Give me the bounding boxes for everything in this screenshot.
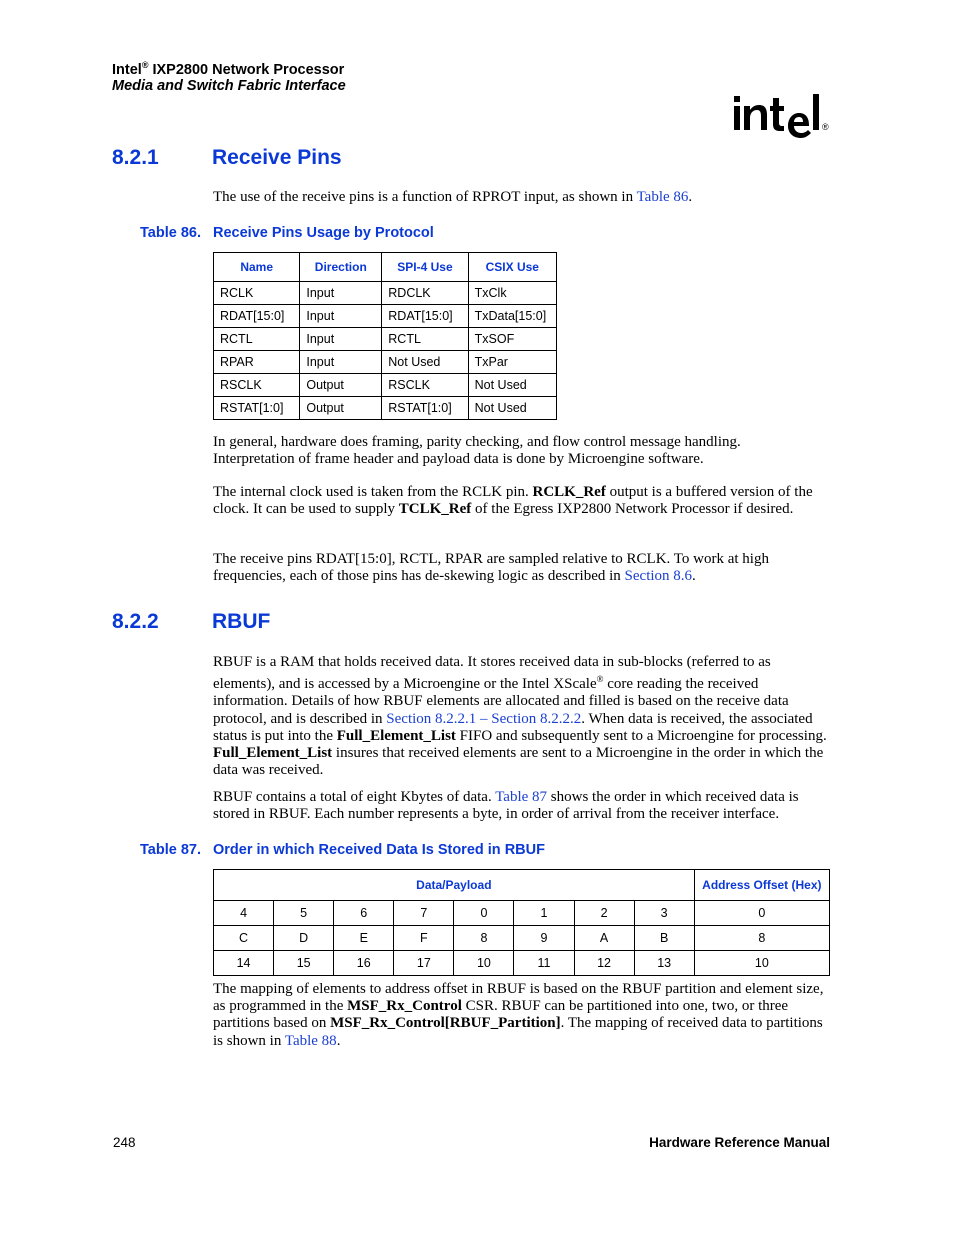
- table-cell: Not Used: [468, 374, 556, 397]
- table-cell: Not Used: [382, 351, 468, 374]
- sampling-paragraph: [213, 551, 833, 585]
- table-cell: 10: [454, 951, 514, 976]
- table-cell: 8: [454, 926, 514, 951]
- logo-registered-mark: ®: [822, 122, 829, 132]
- table-cell: A: [574, 926, 634, 951]
- text: RBUF contains a total of eight Kbytes of data.: [213, 789, 496, 805]
- table-cell: 5: [274, 901, 334, 926]
- table-cell: RSTAT[1:0]: [214, 397, 300, 420]
- table-cell: F: [394, 926, 454, 951]
- table-cell: RPAR: [214, 351, 300, 374]
- registered-mark: ®: [596, 674, 604, 685]
- table-cell: 1: [514, 901, 574, 926]
- brand-name: Intel: [112, 61, 142, 78]
- table-cell: 16: [334, 951, 394, 976]
- table-cell: Not Used: [468, 397, 556, 420]
- table-86-link[interactable]: Table 86: [636, 189, 689, 205]
- table-cell: 8: [694, 926, 829, 951]
- table-cell: Input: [300, 305, 382, 328]
- table-row: [214, 951, 830, 976]
- text: . When data is received, the associated status is put into the: [213, 710, 813, 744]
- table-cell: Output: [300, 374, 382, 397]
- rbuf-mapping-paragraph: [213, 981, 833, 1050]
- section-heading-8-2-2: [112, 610, 270, 634]
- table-row: [214, 351, 557, 374]
- section-8-6-link[interactable]: Section 8.6: [624, 568, 693, 585]
- table-cell: RCTL: [382, 328, 468, 351]
- signal-name: RCLK_Ref: [532, 484, 606, 500]
- table-cell: 15: [274, 951, 334, 976]
- table-header-row: [214, 870, 830, 901]
- table-87-link[interactable]: Table 87: [495, 789, 548, 805]
- table-row: [214, 397, 557, 420]
- table-cell: 14: [214, 951, 274, 976]
- page-number: 248: [113, 1135, 136, 1150]
- table-cell: 6: [334, 901, 394, 926]
- table-cell: RCTL: [214, 328, 300, 351]
- header-name: Name: [214, 253, 300, 282]
- rbuf-order-table: [213, 869, 830, 976]
- table-cell: Output: [300, 397, 382, 420]
- text: .: [336, 1032, 341, 1049]
- intel-logo-mark: [732, 90, 832, 150]
- table-header-row: [214, 253, 557, 282]
- table-row: [214, 282, 557, 305]
- text: RBUF is a RAM that holds received data. It stores received data in sub-blocks (referred to as elements), and is accessed by a Microengine or the Intel XScale: [213, 654, 771, 693]
- header-address-offset: Address Offset (Hex): [694, 870, 829, 901]
- table-88-link[interactable]: Table 88: [284, 1032, 337, 1049]
- text: The use of the receive pins is a function of RPROT input, as shown in: [213, 189, 637, 205]
- text: insures that received elements are sent to a Microengine in the order in which the data was received.: [213, 745, 824, 779]
- text: The internal clock used is taken from the RCLK pin.: [213, 484, 533, 500]
- text: shows the order in which received data is stored in RBUF. Each number represents a byte, in order of arrival from the receiver interface.: [213, 789, 799, 823]
- header-direction: Direction: [300, 253, 382, 282]
- table-cell: RDAT[15:0]: [214, 305, 300, 328]
- text: .: [688, 189, 693, 205]
- table-row: [214, 926, 830, 951]
- dash: –: [476, 710, 492, 727]
- text: Interpretation of frame header and payload data is done by Microengine software.: [213, 451, 704, 468]
- table-cell: D: [274, 926, 334, 951]
- table-87-caption: [140, 842, 545, 858]
- table-cell: TxSOF: [468, 328, 556, 351]
- table-cell: RDCLK: [382, 282, 468, 305]
- table-cell: 7: [394, 901, 454, 926]
- section-title: Receive Pins: [212, 146, 342, 169]
- fifo-name: Full_Element_List: [336, 727, 456, 744]
- section-title: RBUF: [212, 610, 271, 633]
- table-cell: 10: [694, 951, 829, 976]
- table-cell: E: [334, 926, 394, 951]
- table-row: [214, 374, 557, 397]
- header-spi4-use: SPI-4 Use: [382, 253, 468, 282]
- table-cell: RSTAT[1:0]: [382, 397, 468, 420]
- table-cell: 0: [694, 901, 829, 926]
- table-cell: 0: [454, 901, 514, 926]
- text: The mapping of elements to address offset in RBUF is based on the RBUF partition and element size, as programmed in the: [213, 981, 824, 1015]
- table-cell: TxPar: [468, 351, 556, 374]
- running-header-subtitle: Media and Switch Fabric Interface: [112, 78, 346, 94]
- table-cell: 3: [634, 901, 694, 926]
- table-cell: RDAT[15:0]: [382, 305, 468, 328]
- table-cell: Input: [300, 351, 382, 374]
- running-header-title: [112, 60, 344, 78]
- table-cell: TxData[15:0]: [468, 305, 556, 328]
- text: of the Egress IXP2800 Network Processor if desired.: [471, 501, 794, 518]
- table-86-caption: [140, 225, 434, 241]
- text: .: [692, 568, 696, 585]
- section-8-2-2-2-link[interactable]: Section 8.2.2.2: [491, 710, 582, 727]
- section-8-2-2-1-link[interactable]: Section 8.2.2.1: [386, 710, 477, 727]
- section-heading-8-2-1: [112, 146, 342, 170]
- table-cell: B: [634, 926, 694, 951]
- table-cell: 11: [514, 951, 574, 976]
- text: . The mapping of received data to partitions is shown in: [213, 1015, 823, 1049]
- internal-clock-paragraph: [213, 484, 833, 518]
- rbuf-description-paragraph: [213, 654, 833, 779]
- table-cell: C: [214, 926, 274, 951]
- text: core reading the received information. Details of how RBUF elements are allocated and filled is based on the receive data protocol, and is described in: [213, 676, 789, 727]
- table-number: Table 87.: [140, 842, 201, 858]
- table-title: Order in which Received Data Is Stored in RBUF: [213, 842, 545, 858]
- header-data-payload: Data/Payload: [214, 870, 695, 901]
- registered-mark: ®: [141, 60, 149, 70]
- register-name: MSF_Rx_Control: [347, 998, 462, 1015]
- table-cell: 13: [634, 951, 694, 976]
- table-row: [214, 328, 557, 351]
- text: The receive pins RDAT[15:0], RCTL, RPAR are sampled relative to RCLK. To work at high frequencies, each of those pins has de-skewing logic as described in: [213, 551, 769, 585]
- table-title: Receive Pins Usage by Protocol: [213, 225, 434, 241]
- table-cell: RSCLK: [382, 374, 468, 397]
- text: output is a buffered version of the clock. It can be used to supply: [213, 484, 813, 518]
- fifo-name: Full_Element_List: [213, 745, 333, 762]
- table-cell: 12: [574, 951, 634, 976]
- footer-title: Hardware Reference Manual: [649, 1135, 830, 1150]
- table-cell: Input: [300, 328, 382, 351]
- table-cell: 17: [394, 951, 454, 976]
- product-name: IXP2800 Network Processor: [148, 61, 345, 78]
- section-number: 8.2.1: [112, 146, 159, 169]
- register-field-name: MSF_Rx_Control[RBUF_Partition]: [330, 1015, 561, 1032]
- table-cell: RSCLK: [214, 374, 300, 397]
- table-cell: RCLK: [214, 282, 300, 305]
- table-cell: 4: [214, 901, 274, 926]
- receive-pins-table: [213, 252, 557, 420]
- table-row: [214, 305, 557, 328]
- hardware-framing-paragraph: [213, 434, 833, 468]
- table-cell: 2: [574, 901, 634, 926]
- table-cell: 9: [514, 926, 574, 951]
- intel-logo: [732, 90, 832, 150]
- section-number: 8.2.2: [112, 610, 159, 633]
- rbuf-size-paragraph: [213, 789, 833, 823]
- signal-name: TCLK_Ref: [398, 501, 472, 518]
- table-row: [214, 901, 830, 926]
- header-csix-use: CSIX Use: [468, 253, 556, 282]
- table-cell: TxClk: [468, 282, 556, 305]
- text: FIFO and subsequently sent to a Microengine for processing.: [455, 727, 827, 744]
- section-intro-paragraph: [213, 189, 833, 206]
- table-cell: Input: [300, 282, 382, 305]
- table-number: Table 86.: [140, 225, 201, 241]
- text: CSR. RBUF can be partitioned into one, two, or three partitions based on: [213, 998, 789, 1032]
- text: In general, hardware does framing, parity checking, and flow control message handling.: [213, 434, 741, 450]
